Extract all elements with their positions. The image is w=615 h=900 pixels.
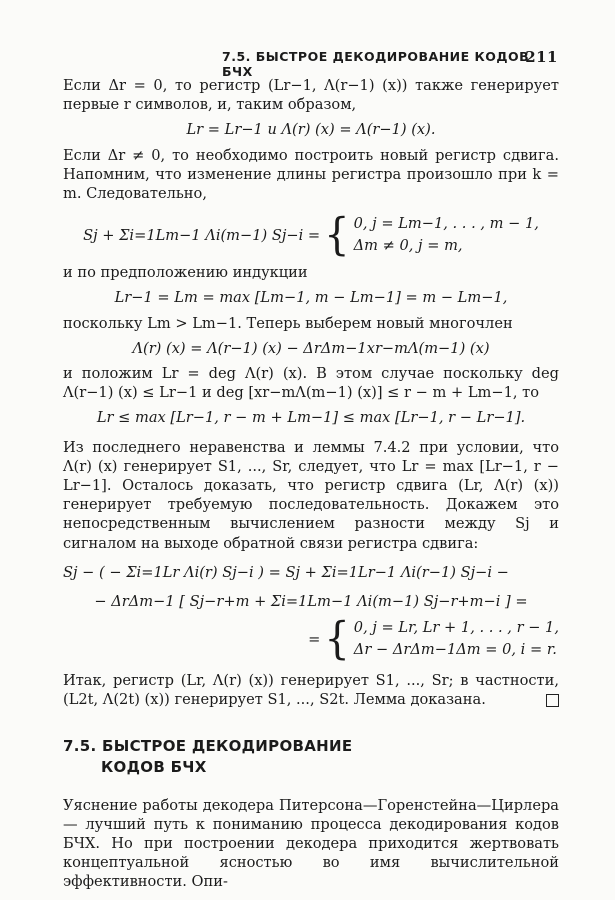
page-body (63, 76, 559, 892)
paragraph-8: Уяснение работы декодера Питерсона—Горенстейна—Цирлера — лучший путь к пониманию процесса декодирования кодов БЧХ. Но при построении декодера приходится жертвовать концептуальной ясностью во имя вычислительной эффективности. Опи- (63, 796, 559, 891)
equation-6-cases-block (63, 613, 559, 665)
equation-2-lhs: Sj + Σi=1Lm−1 Λi(m−1) Sj−i = (83, 226, 321, 244)
equation-1: Lr = Lr−1 и Λ(r) (x) = Λ(r−1) (x). (186, 121, 436, 139)
equation-2-case-2: Δm ≠ 0, j = m, (353, 237, 463, 255)
equation-2 (63, 209, 559, 261)
section-heading-line-1: 7.5. БЫСТРОЕ ДЕКОДИРОВАНИЕ (63, 736, 353, 755)
equation-6-line-1: Sj − ( − Σi=1Lr Λi(r) Sj−i ) = Sj + Σi=1Lr−1 Λi(r−1) Sj−i − (63, 563, 509, 581)
left-brace-icon: { (324, 209, 350, 261)
left-brace-icon: { (324, 613, 350, 665)
paragraph-2: Если Δr ≠ 0, то необходимо построить новый регистр сдвига. Напомним, что изменение длины регистра произошло при k = m. Следовательно, (63, 146, 559, 203)
section-heading-line-2: КОДОВ БЧХ (101, 757, 207, 776)
page-number: 211 (525, 48, 558, 66)
paragraph-1: Если Δr = 0, то регистр (Lr−1, Λ(r−1) (x)) также генерирует первые r символов, и, таким образом, (63, 77, 559, 114)
equation-3: Lr−1 = Lm = max [Lm−1, m − Lm−1] = m − Lm−1, (114, 289, 508, 307)
paragraph-3: и по предположению индукции (63, 264, 308, 282)
qed-square-icon (546, 694, 559, 707)
equation-2-cases (354, 213, 539, 257)
running-header (222, 49, 558, 79)
paragraph-7-text: Итак, регистр (Lr, Λ(r) (x)) генерирует S1, ..., Sr; в частности, (L2t, Λ(2t) (x)) генерирует S1, ..., S2t. Лемма доказана. (63, 672, 559, 709)
section-heading (63, 736, 559, 778)
equation-6-case-1: 0, j = Lr, Lr + 1, . . . , r − 1, (353, 619, 559, 637)
equals-sign: = (308, 630, 321, 648)
equation-6-cases (354, 617, 559, 661)
paragraph-5: и положим Lr = deg Λ(r) (x). В этом случае поскольку deg Λ(r−1) (x) ≤ Lr−1 и deg [xr−mΛ(m−1) (x)] ≤ r − m + Lm−1, то (63, 365, 559, 402)
paragraph-7 (63, 671, 559, 709)
equation-5: Lr ≤ max [Lr−1, r − m + Lm−1] ≤ max [Lr−1, r − Lr−1]. (96, 409, 526, 427)
running-title: 7.5. БЫСТРОЕ ДЕКОДИРОВАНИЕ КОДОВ БЧХ (222, 49, 530, 79)
equation-6-line-2: − ΔrΔm−1 [ Sj−r+m + Σi=1Lm−1 Λi(m−1) Sj−r+m−i ] = (94, 593, 528, 611)
paragraph-6: Из последнего неравенства и леммы 7.4.2 при условии, что Λ(r) (x) генерирует S1, ..., Sr, следует, что Lr = max [Lr−1, r − Lr−1]. Осталось доказать, что регистр сдвига (Lr, Λ(r) (x)) генерирует требуемую последовательность. Докажем это непосредственным вычислением разности между Sj и сигналом на выходе обратной связи регистра сдвига: (63, 438, 559, 552)
equation-2-case-1: 0, j = Lm−1, . . . , m − 1, (353, 215, 539, 233)
equation-4: Λ(r) (x) = Λ(r−1) (x) − ΔrΔm−1xr−mΛ(m−1) (x) (132, 339, 490, 357)
paragraph-4: поскольку Lm > Lm−1. Теперь выберем новый многочлен (63, 314, 513, 332)
equation-6-case-2: Δr − ΔrΔm−1Δm = 0, i = r. (353, 641, 557, 659)
